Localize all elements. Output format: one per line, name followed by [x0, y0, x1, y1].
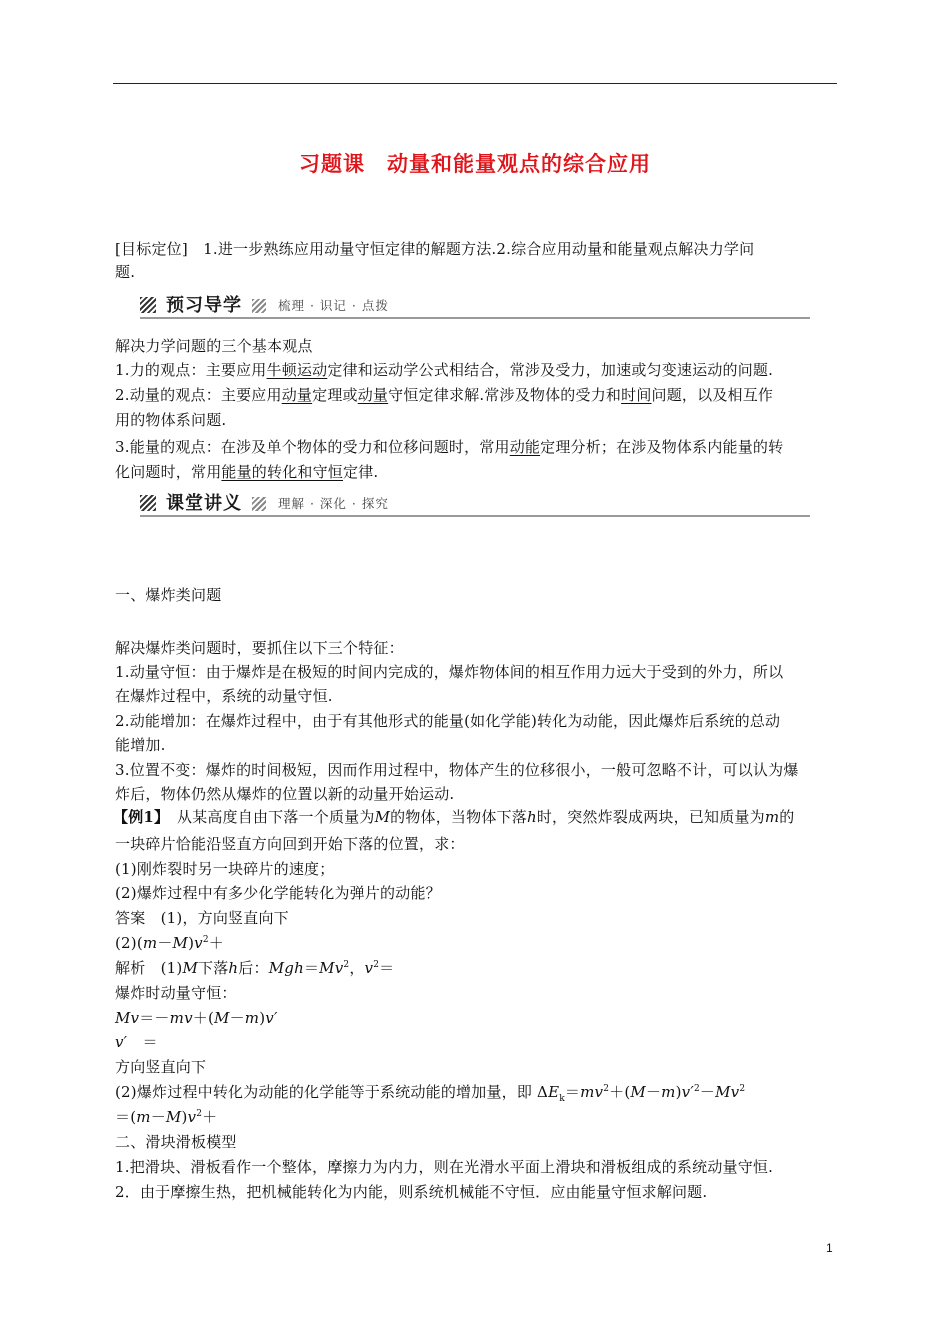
section1-intro: 解决爆炸类问题时，要抓住以下三个特征： — [115, 639, 404, 657]
banner-underline — [140, 515, 810, 517]
preview-point-2: 2.动量的观点：主要应用动量定理或动量守恒定律求解.常涉及物体的受力和时间问题，以及相互作 — [115, 386, 774, 404]
lecture-heading: 课堂讲义 — [166, 493, 242, 514]
example1-solution-1: 解析 (1)M下落h后：$Mgh=Mv^2$，$v^2=$ — [115, 959, 395, 977]
preview-heading: 预习导学 — [166, 295, 242, 316]
section2-point-1: 1.把滑块、滑板看作一个整体，摩擦力为内力，则在光滑水平面上滑块和滑板组成的系统动量守恒. — [115, 1158, 774, 1176]
section1-feature-3: 3.位置不变：爆炸的时间极短，因而作用过程中，物体产生的位移很小，一般可忽略不计，可以认为爆 — [115, 761, 799, 779]
lecture-tagline: 理解 · 深化 · 探究 — [278, 496, 389, 511]
section1-feature-3-cont: 炸后，物体仍然从爆炸的位置以新的动量开始运动. — [115, 785, 455, 803]
section1-feature-1: 1.动量守恒：由于爆炸是在极短的时间内完成的，爆炸物体间的相互作用力远大于受到的外力，所以 — [115, 663, 784, 681]
section1-feature-2-cont: 能增加. — [115, 736, 166, 754]
preview-point-1: 1.力的观点：主要应用牛顿运动定律和运动学公式相结合，常涉及受力，加速或匀变速运动的问题. — [115, 361, 774, 379]
stripe-decoration-icon — [252, 497, 266, 511]
example1-question-line-1: 【例1】 从某高度自由下落一个质量为M的物体，当物体下落h时，突然炸裂成两块，已知质量为m的 — [113, 808, 795, 826]
example1-solution-2: 爆炸时动量守恒： — [115, 984, 237, 1002]
section1-heading: 一、爆炸类问题 — [115, 586, 222, 604]
stripe-decoration-icon — [252, 299, 266, 313]
example1-answer-2: $(2)(m-M)v^2+$ — [115, 934, 224, 952]
preview-intro: 解决力学问题的三个基本观点 — [115, 337, 313, 355]
page-number: 1 — [826, 1241, 833, 1255]
section2-point-2: 2．由于摩擦生热，把机械能转化为内能，则系统机械能不守恒．应由能量守恒求解问题. — [115, 1183, 708, 1201]
example1-solution-6: (2)爆炸过程中转化为动能的化学能等于系统动能的增加量，即 $\Delta E_k=mv^2+(M-m)v'^2-Mv^2$ — [115, 1083, 746, 1104]
objective-line-1: [目标定位] 1.进一步熟练应用动量守恒定律的解题方法.2.综合应用动量和能量观点解决力学问 — [115, 240, 755, 258]
example1-solution-4: v′ ＝ — [115, 1033, 158, 1051]
preview-point-3-cont: 化问题时，常用能量的转化和守恒定律. — [115, 463, 379, 481]
example1-answer-1: 答案 (1)，方向竖直向下 — [115, 909, 289, 927]
section1-feature-1-cont: 在爆炸过程中，系统的动量守恒. — [115, 687, 333, 705]
example1-solution-3: Mv＝－mv＋(M－m)v′ — [115, 1009, 278, 1027]
banner-underline — [140, 317, 810, 319]
example1-subquestion-2: (2)爆炸过程中有多少化学能转化为弹片的动能？ — [115, 884, 441, 902]
preview-tagline: 梳理 · 识记 · 点拨 — [278, 298, 389, 313]
example-label: 【例1】 — [113, 808, 162, 826]
lecture-banner — [140, 489, 810, 517]
header-rule — [113, 83, 837, 84]
section2-heading: 二、滑块滑板模型 — [115, 1133, 237, 1151]
section1-feature-2: 2.动能增加：在爆炸过程中，由于有其他形式的能量(如化学能)转化为动能，因此爆炸后系统的总动 — [115, 712, 781, 730]
stripe-decoration-icon — [140, 495, 156, 511]
preview-point-2-cont: 用的物体系问题. — [115, 411, 227, 429]
stripe-decoration-icon — [140, 297, 156, 313]
page-title: 习题课 动量和能量观点的综合应用 — [299, 152, 651, 176]
example1-question-line-2: 一块碎片恰能沿竖直方向回到开始下落的位置，求： — [115, 835, 465, 853]
example1-solution-5: 方向竖直向下 — [115, 1058, 207, 1076]
preview-banner — [140, 291, 810, 319]
objective-line-2: 题. — [115, 263, 136, 281]
example1-subquestion-1: (1)刚炸裂时另一块碎片的速度； — [115, 860, 335, 878]
example1-solution-7: $=(m-M)v^2+$ — [115, 1108, 218, 1126]
preview-point-3: 3.能量的观点：在涉及单个物体的受力和位移问题时，常用动能定理分析；在涉及物体系内能量的转 — [115, 438, 784, 456]
